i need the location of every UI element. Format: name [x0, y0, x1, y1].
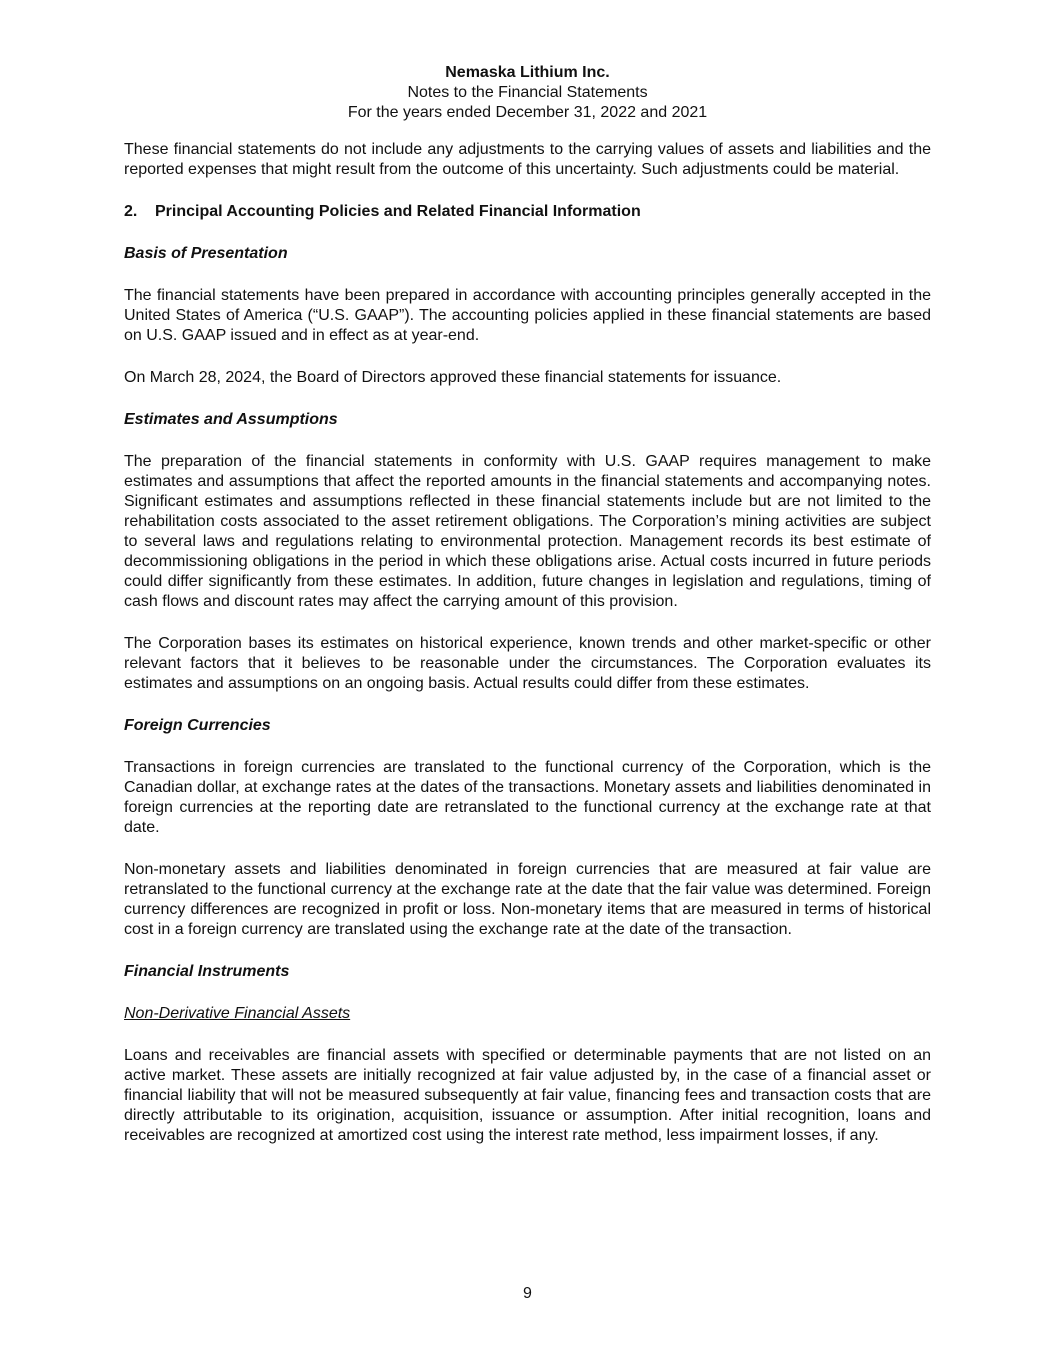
basis-paragraph-1: The financial statements have been prepared in accordance with accounting principles generally accepted in the United States of America (“U.S. GAAP”). The accounting policies applied in these financial statements are based on U.S. GAAP issued and in effect as at year-end. — [124, 287, 931, 344]
document-body — [124, 140, 931, 1168]
company-name: Nemaska Lithium Inc. — [445, 64, 610, 81]
document-subtitle: Notes to the Financial Statements — [407, 84, 648, 101]
page-number: 9 — [523, 1285, 532, 1302]
estimates-paragraph-2: The Corporation bases its estimates on historical experience, known trends and other market-specific or other relevant factors that it believes to be reasonable under the circumstances. The Corporation evaluates its estimates and assumptions on an ongoing basis. Actual results could differ from these estimates. — [124, 635, 931, 692]
non-derivative-heading: Non-Derivative Financial Assets — [124, 1005, 351, 1022]
foreign-paragraph-2: Non-monetary assets and liabilities denominated in foreign currencies that are measured at fair value are retranslated to the functional currency at the exchange rate at the date that the fair value was determined. Foreign currency differences are recognized in profit or loss. Non-monetary items that are measured in terms of historical cost in a foreign currency are translated using the exchange rate at the date of the transaction. — [124, 861, 931, 938]
foreign-currencies-heading: Foreign Currencies — [124, 717, 271, 734]
section-number: 2. — [124, 203, 138, 220]
instruments-paragraph-1: Loans and receivables are financial assets with specified or determinable payments that are not listed on an active market. These assets are initially recognized at fair value adjusted by, in the case of a financial asset or financial liability that will not be measured subsequently at fair value, financing fees and transaction costs that are directly attributable to its origination, acquisition, issuance or assumption. After initial recognition, loans and receivables are recognized at amortized cost using the interest rate method, less impairment losses, if any. — [124, 1047, 931, 1144]
estimates-paragraph-1: The preparation of the financial statements in conformity with U.S. GAAP requires management to make estimates and assumptions that affect the reported amounts in the financial statements and accompanying notes. Significant estimates and assumptions reflected in these financial statements include but are not limited to the rehabilitation costs associated to the asset retirement obligations. The Corporation’s mining activities are subject to several laws and regulations relating to environmental protection. Management records its best estimate of decommissioning obligations in the period in which these obligations arise. Actual costs incurred in future periods could differ significantly from these estimates. In addition, future changes in legislation and regulations, timing of cash flows and discount rates may affect the carrying amount of this provision. — [124, 453, 931, 610]
financial-instruments-heading: Financial Instruments — [124, 963, 290, 980]
reporting-period: For the years ended December 31, 2022 and 2021 — [347, 104, 708, 121]
section-title: Principal Accounting Policies and Related Financial Information — [155, 203, 641, 220]
section-heading — [124, 202, 931, 222]
foreign-paragraph-1: Transactions in foreign currencies are translated to the functional currency of the Corporation, which is the Canadian dollar, at exchange rates at the dates of the transactions. Monetary assets and liabilities denominated in foreign currencies at the reporting date are retranslated to the functional currency at the exchange rate at that date. — [124, 759, 931, 836]
basis-heading: Basis of Presentation — [124, 245, 288, 262]
basis-paragraph-2: On March 28, 2024, the Board of Directors approved these financial statements for issuance. — [124, 369, 782, 386]
page-header — [0, 63, 1055, 123]
intro-paragraph: These financial statements do not include any adjustments to the carrying values of assets and liabilities and the reported expenses that might result from the outcome of this uncertainty. Such adjustments could be material. — [124, 141, 931, 178]
estimates-heading: Estimates and Assumptions — [124, 411, 338, 428]
